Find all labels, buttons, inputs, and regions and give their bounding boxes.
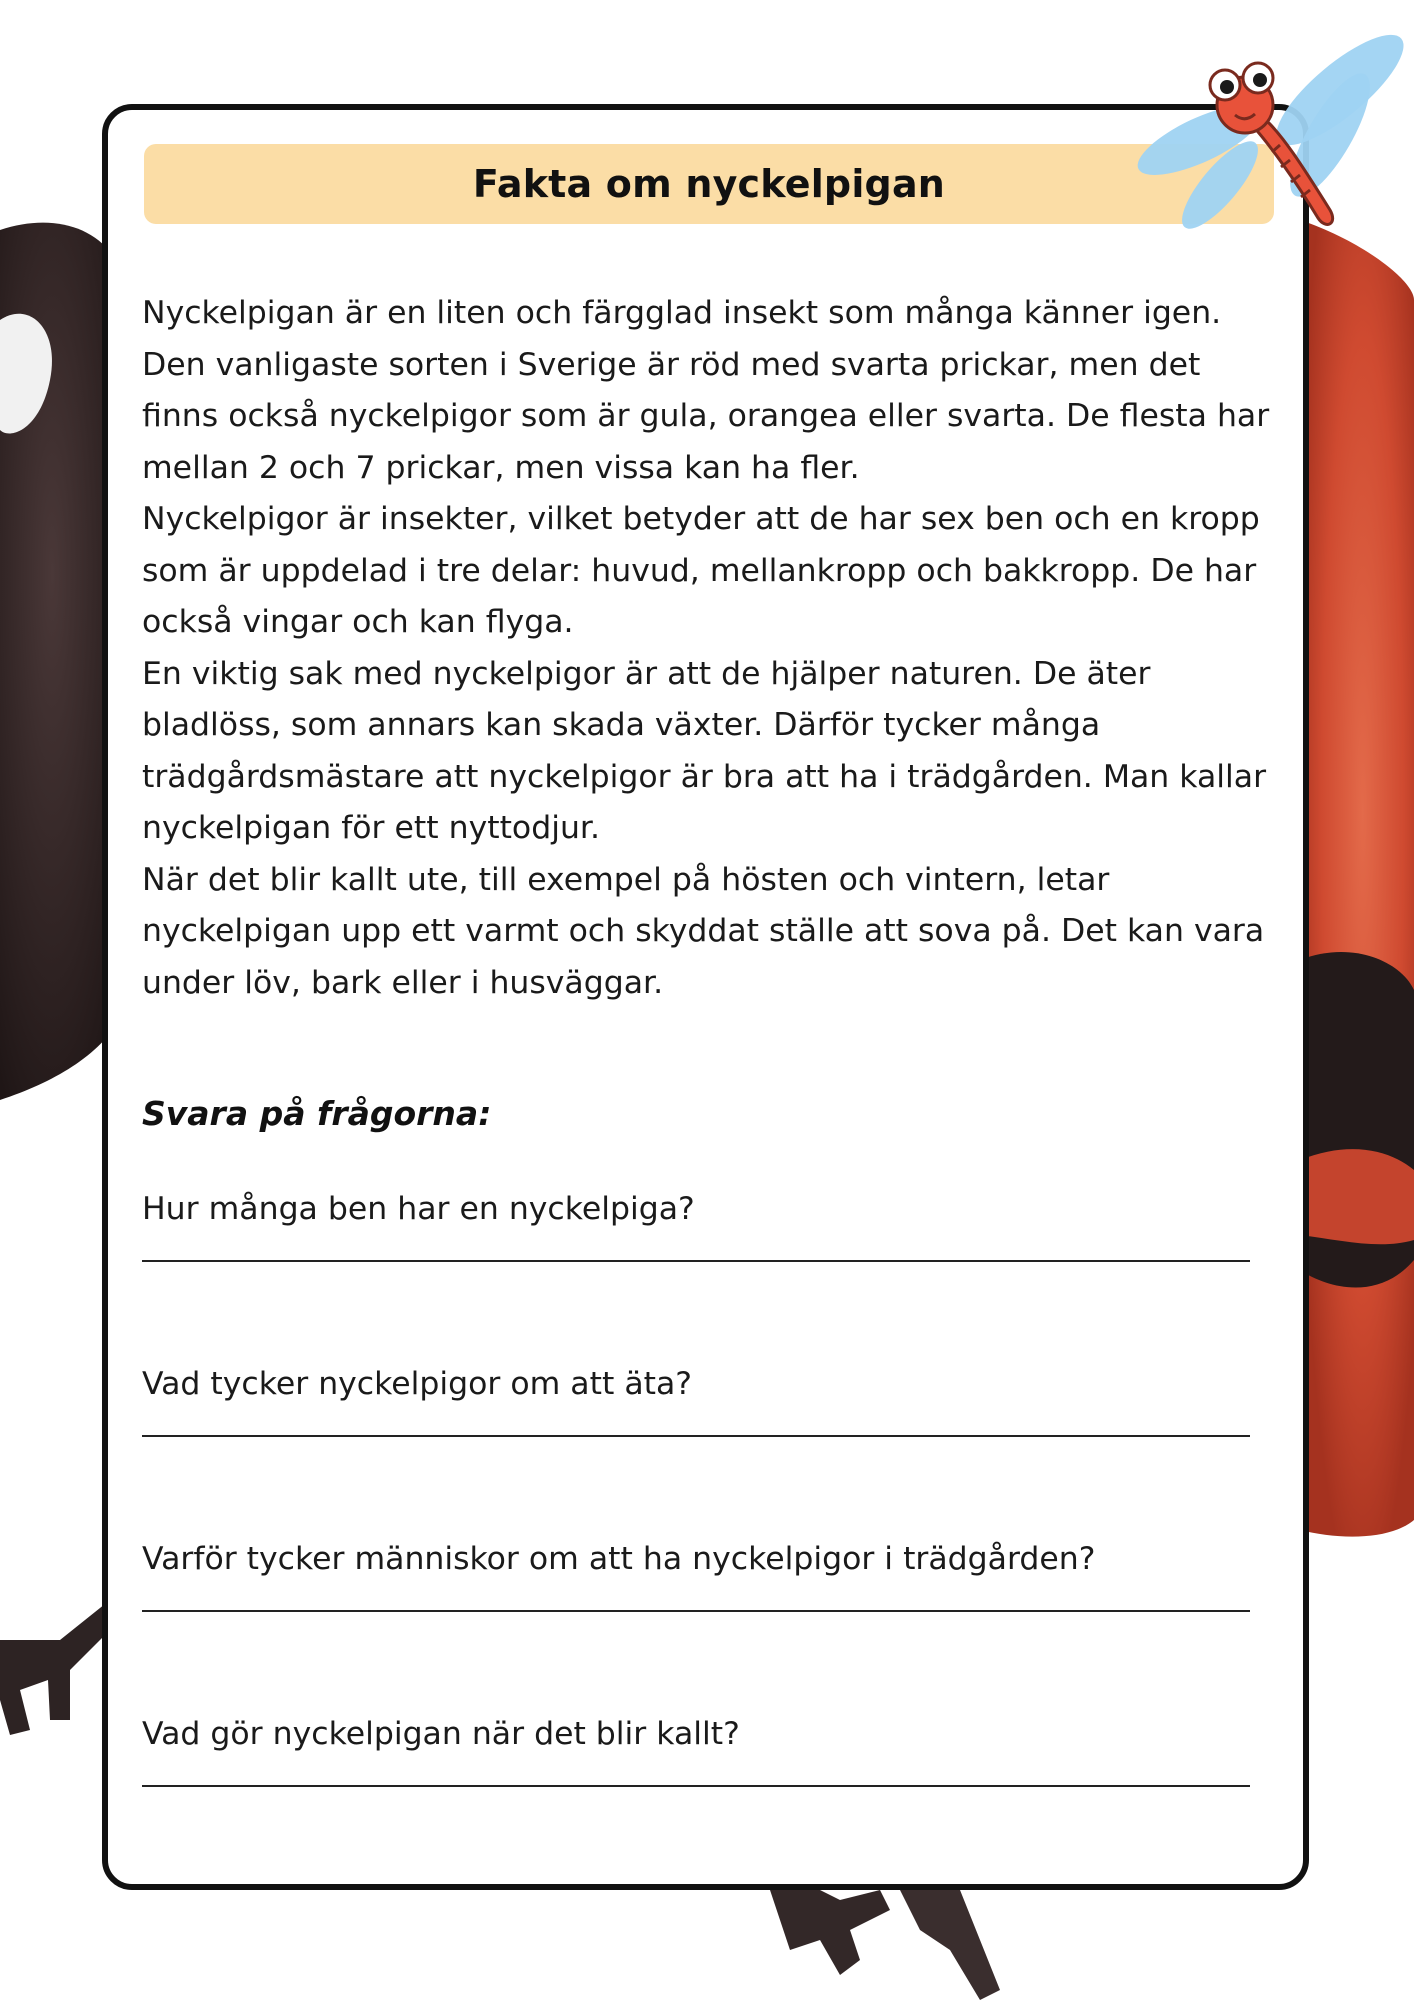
question-text: Vad gör nyckelpigan när det blir kallt? <box>142 1716 740 1752</box>
question-item <box>142 1361 1252 1437</box>
answer-line[interactable] <box>142 1435 1250 1437</box>
dragonfly-icon <box>1130 20 1410 250</box>
page-title: Fakta om nyckelpigan <box>472 162 946 206</box>
question-item <box>142 1711 1252 1787</box>
title-banner <box>144 144 1274 224</box>
questions-heading: Svara på frågorna: <box>142 1094 492 1133</box>
answer-line[interactable] <box>142 1610 1250 1612</box>
worksheet-card <box>102 104 1309 1890</box>
paragraph: En viktig sak med nyckelpigor är att de hjälper naturen. De äter bladlöss, som annars kan skada växter. Därför tycker många trädgårdsmästare att nyckelpigor är bra att ha i trädgården. Man kallar nyckelpigan för ett nyttodjur. <box>142 655 1267 846</box>
question-item <box>142 1186 1252 1262</box>
paragraph: När det blir kallt ute, till exempel på hösten och vintern, letar nyckelpigan upp ett varmt och skyddat ställe att sova på. Det kan vara under löv, bark eller i husväggar. <box>142 861 1265 1001</box>
question-text: Vad tycker nyckelpigor om att äta? <box>142 1366 693 1402</box>
question-item <box>142 1536 1252 1612</box>
answer-line[interactable] <box>142 1785 1250 1787</box>
paragraph: Nyckelpigor är insekter, vilket betyder att de har sex ben och en kropp som är uppdelad i tre delar: huvud, mellankropp och bakkropp. De har också vingar och kan flyga. <box>142 501 1260 640</box>
fact-text <box>142 288 1272 1009</box>
paragraph: Nyckelpigan är en liten och färgglad insekt som många känner igen. Den vanligaste sorten i Sverige är röd med svarta prickar, men det finns också nyckelpigor som är gula, orangea eller svarta. De flesta har mellan 2 och 7 prickar, men vissa kan ha fler. <box>142 295 1270 486</box>
question-text: Hur många ben har en nyckelpiga? <box>142 1191 695 1227</box>
answer-line[interactable] <box>142 1260 1250 1262</box>
question-text: Varför tycker människor om att ha nyckelpigor i trädgården? <box>142 1541 1096 1577</box>
